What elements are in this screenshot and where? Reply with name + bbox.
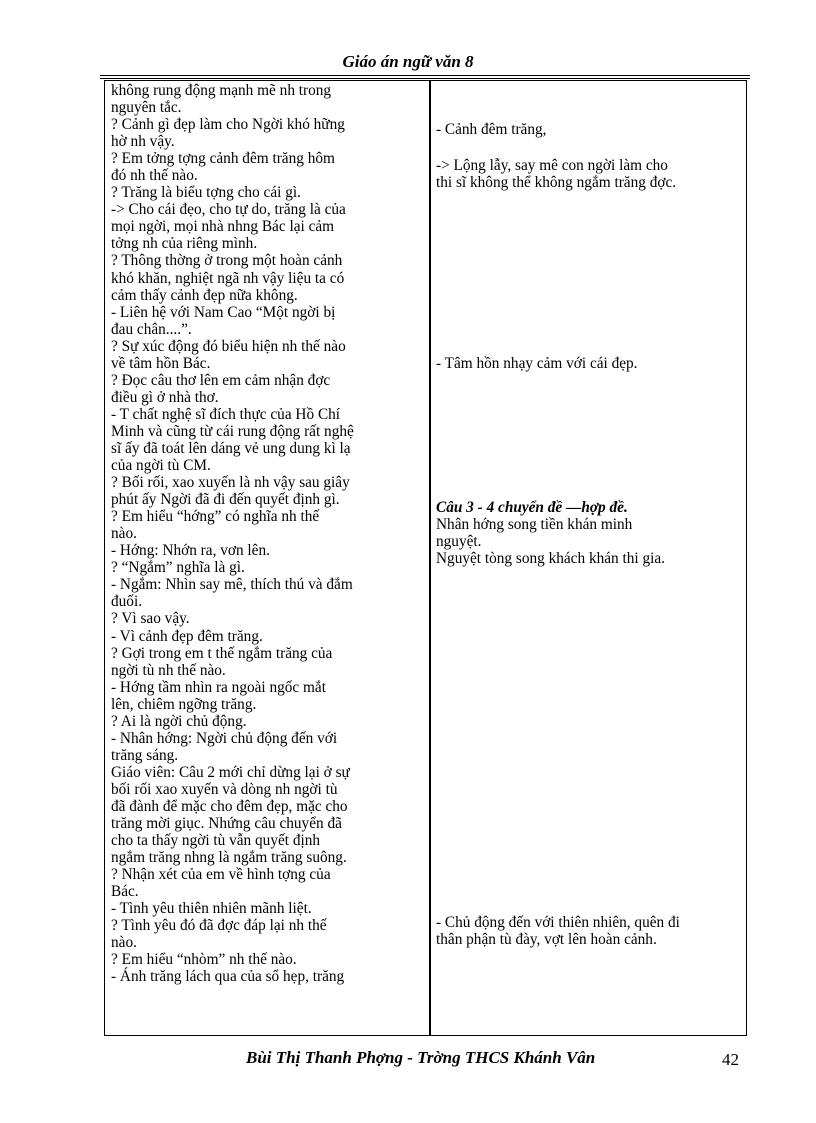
text-line: ? Ai là ngời chủ động. (111, 712, 247, 730)
text-line: ? Nhận xét của em về hình tợng của (111, 866, 331, 884)
text-line: - Nhân hớng: Ngời chủ động đến với (111, 729, 338, 747)
text-line: sĩ ấy đã toát lên dáng vẻ ung dung kì lạ (111, 439, 351, 457)
text-line: về tâm hồn Bác. (111, 354, 211, 372)
text-line: bối rối xao xuyến và dòng nh ngời tù (111, 780, 338, 798)
answer-line: Nhân hớng song tiền khán minh (436, 516, 633, 534)
text-line: mọi ngời, mọi nhà nhng Bác lại cảm (111, 218, 335, 236)
text-line: trăng mời giục. Nhứng câu chuyển đã (111, 815, 342, 833)
column-divider (429, 81, 431, 1035)
text-line: - Hớng tầm nhìn ra ngoài ngốc mắt (111, 678, 326, 696)
text-line: Minh và cũng từ cái rung động rất nghệ (111, 422, 354, 440)
answer-line: - Tâm hồn nhạy cảm với cái đẹp. (436, 355, 638, 372)
text-line: ? Sự xúc động đó biểu hiện nh thế nào (111, 337, 346, 355)
text-line: ? Vì sao vậy. (111, 610, 190, 628)
section-heading: Câu 3 - 4 chuyển đề —hợp đề. (436, 499, 628, 516)
text-line: cho ta thấy ngời tù vẫn quyết định (111, 832, 321, 850)
answer-block-1 (436, 121, 744, 138)
text-line: đau chân....”. (111, 320, 192, 338)
text-line: không rung động mạnh mẽ nh trong (111, 82, 332, 99)
answer-line: Nguyệt tòng song khách khán thi gia. (436, 550, 665, 568)
page-number: 42 (722, 1050, 739, 1069)
header-rule-bottom (100, 78, 750, 79)
text-line: của ngời tù CM. (111, 457, 211, 475)
text-line: trăng sáng. (111, 746, 179, 764)
text-line: ? “Ngắm” nghĩa là gì. (111, 559, 245, 577)
text-line: nguyên tắc. (111, 99, 182, 117)
text-line: lên, chiêm ngỡng trăng. (111, 695, 257, 713)
text-line: - Tình yêu thiên nhiên mãnh liệt. (111, 900, 312, 918)
text-line: đã đành để mặc cho đêm đẹp, mặc cho (111, 797, 348, 815)
text-line: Giáo viên: Câu 2 mới chỉ dừng lại ở sự (111, 763, 350, 781)
right-column (436, 81, 744, 1033)
answer-block-5 (436, 914, 744, 948)
text-line: đó nh thế nào. (111, 167, 198, 185)
answer-line: - Cảnh đêm trăng, (436, 121, 547, 138)
text-line: - Ngắm: Nhìn say mê, thích thú và đắm (111, 576, 353, 594)
text-line: ? Bối rối, xao xuyến là nh vậy sau giây (111, 474, 350, 492)
text-line: ? Thông thờng ở trong một hoàn cảnh (111, 252, 343, 270)
text-line: ngời tù nh thế nào. (111, 661, 226, 679)
text-line: phút ấy Ngời đã đi đến quyết định gì. (111, 491, 340, 509)
text-line: - Vì cảnh đẹp đêm trăng. (111, 627, 263, 645)
answer-line: -> Lộng lẫy, say mê con ngời làm cho (436, 157, 668, 174)
text-line: ? Em hiểu “nhòm” nh thế nào. (111, 951, 297, 969)
answer-block-3 (436, 355, 744, 372)
answer-block-4 (436, 499, 744, 567)
text-line: ? Đọc câu thơ lên em cảm nhận đợc (111, 371, 331, 389)
text-line: -> Cho cái đẹo, cho tự do, trăng là của (111, 201, 346, 219)
text-line: đuối. (111, 593, 143, 611)
answer-block-2 (436, 157, 744, 191)
page-header: Giáo án ngữ văn 8 (342, 52, 474, 71)
answer-line: thân phận tù đày, vợt lên hoàn cảnh. (436, 931, 657, 949)
answer-line: - Chủ động đến với thiên nhiên, quên đi (436, 914, 680, 931)
text-line: tởng nh của riêng mình. (111, 235, 258, 253)
text-line: - T chất nghệ sĩ đích thực của Hồ Chí (111, 405, 341, 423)
text-line: ? Trăng là biểu tợng cho cái gì. (111, 184, 301, 202)
text-line: nào. (111, 934, 137, 952)
text-line: nào. (111, 525, 137, 543)
text-line: ngắm trăng nhng là ngắm trăng suông. (111, 849, 347, 867)
left-column (111, 82, 423, 1034)
answer-line: thi sĩ không thể không ngắm trăng đợc. (436, 174, 677, 192)
text-line: Bác. (111, 883, 139, 901)
text-line: ? Em tởng tợng cảnh đêm trăng hôm (111, 150, 335, 168)
text-line: điều gì ở nhà thơ. (111, 388, 219, 406)
footer-author: Bùi Thị Thanh Phợng - Trờng THCS Khánh Vân (246, 1048, 596, 1067)
text-line: ? Em hiểu “hớng” có nghĩa nh thế (111, 508, 320, 526)
text-line: - Liên hệ với Nam Cao “Một ngời bị (111, 303, 336, 321)
text-line: ? Cảnh gì đẹp làm cho Ngời khó hững (111, 116, 345, 134)
text-line: - Hớng: Nhớn ra, vơn lên. (111, 542, 270, 560)
text-line: khó khăn, nghiệt ngã nh vậy liệu ta có (111, 269, 345, 287)
text-line: cảm thấy cảnh đẹp nữa không. (111, 286, 298, 304)
text-line: - Ánh trăng lách qua của sổ hẹp, trăng (111, 968, 345, 986)
text-line: hờ nh vậy. (111, 133, 175, 151)
text-line: ? Gợi trong em t thế ngắm trăng của (111, 644, 333, 662)
header-rule-top (100, 75, 750, 76)
answer-line: nguyệt. (436, 533, 482, 551)
text-line: ? Tình yêu đó đã đợc đáp lại nh thế (111, 917, 327, 935)
lesson-table (104, 80, 747, 1036)
